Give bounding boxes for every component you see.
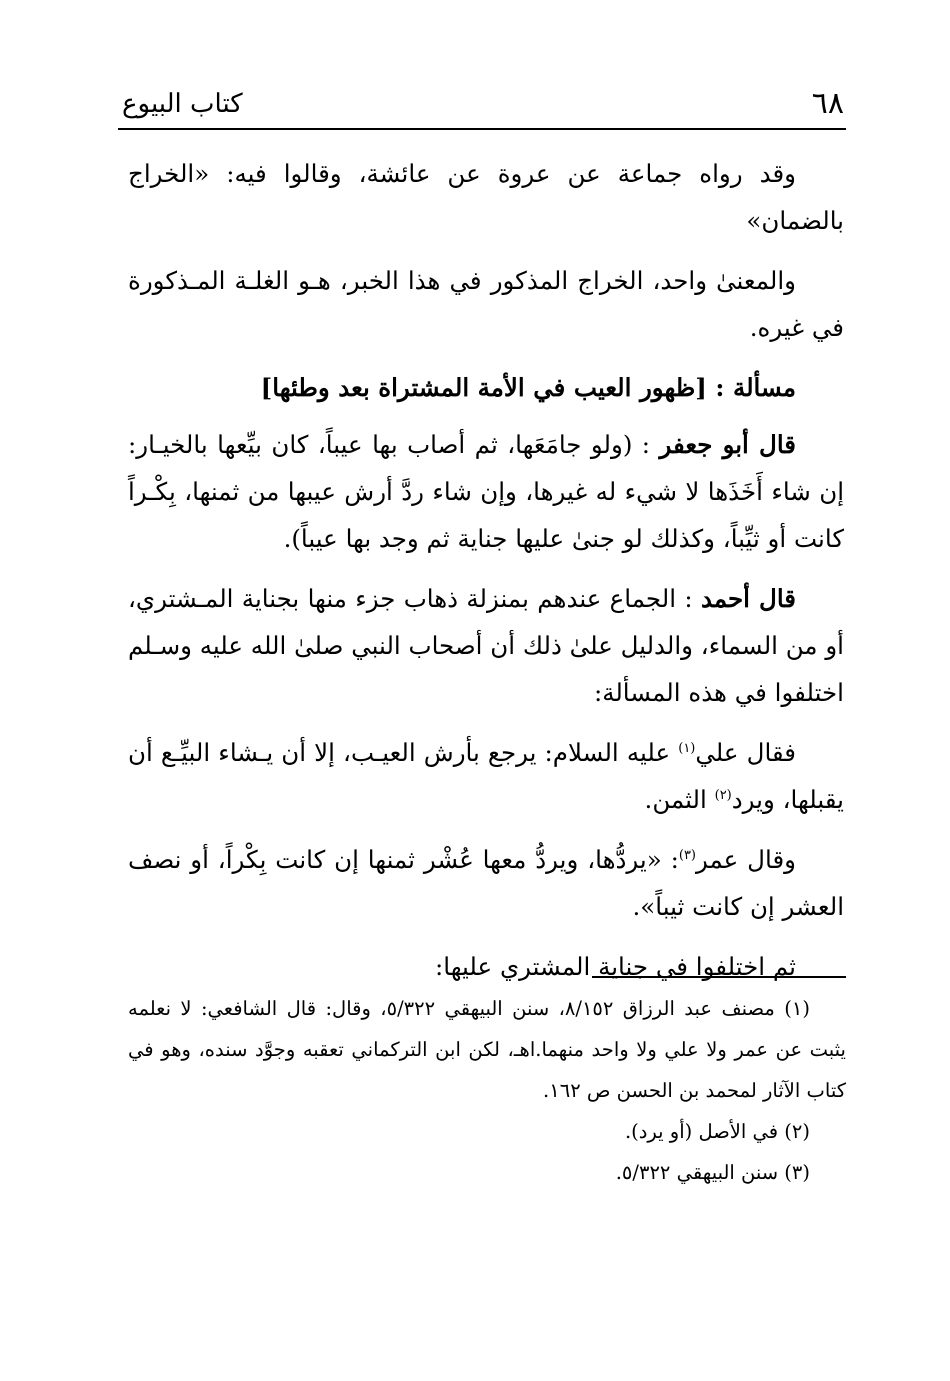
umar-text: : «يردُّها، ويردُّ معها عُشْر ثمنها إن كانت بِكْراً، أو نصف العشر إن كانت ثيباً». <box>128 845 844 921</box>
ali-text-end: الثمن. <box>644 785 707 814</box>
footnote-ref-2: (٢) <box>714 787 732 803</box>
speaker-ahmad: قال أحمد <box>700 584 797 613</box>
paragraph-7: ثم اختلفوا في جناية المشتري عليها: <box>435 952 796 981</box>
footnotes <box>128 988 846 1193</box>
running-title: كتاب البيوع <box>122 89 243 119</box>
issue-label: مسألة : <box>715 373 796 402</box>
footnote-ref-3: (٣) <box>678 847 696 863</box>
issue-title: [ظهور العيب في الأمة المشتراة بعد وطئها] <box>260 373 707 402</box>
footnote-1: (١) مصنف عبد الرزاق ٨/١٥٢، سنن البيهقي ٥/٣٢٢، وقال: قال الشافعي: لا نعلمه يثبت عن عمر ولا علي ولا واحد منهما.اهـ، لكن ابن التركماني تعقبه وجوَّد سنده، وهو في كتاب الآثار لمحمد بن الحسن ص ١٦٢. <box>128 997 846 1102</box>
umar-text-start: وقال عمر <box>696 845 796 874</box>
paragraph-ali <box>128 729 844 823</box>
paragraph-1: وقد رواه جماعة عن عروة عن عائشة، وقالوا فيه: «الخراج بالضمان» <box>128 159 844 235</box>
main-text <box>128 150 844 1003</box>
page-header <box>118 84 846 130</box>
paragraph-2: والمعنىٰ واحد، الخراج المذكور في هذا الخبر، هـو الغلـة المـذكورة في غيره. <box>128 266 844 342</box>
footnote-separator <box>592 976 846 978</box>
paragraph-abu-jafar <box>128 421 844 562</box>
paragraph-ahmad <box>128 575 844 716</box>
ali-text-start: فقال علي <box>695 738 797 767</box>
abu-jafar-text: : (ولو جامَعَها، ثم أصاب بها عيباً، كان بيِّعها بالخيـار: إن شاء أَخَذَها لا شيء له غيرها، وإن شاء ردَّ أرش عيبها من ثمنها، بِكْـراً كانت أو ثيِّباً، وكذلك لو جنىٰ عليها جناية ثم وجد بها عيباً). <box>128 430 844 553</box>
footnote-2: (٢) في الأصل (أو يرد). <box>624 1120 810 1143</box>
page-number: ٦٨ <box>811 86 844 121</box>
ahmad-text: : الجماع عندهم بمنزلة ذهاب جزء منها بجناية المـشتري، أو من السماء، والدليل علىٰ ذلك أن أصحاب النبي صلىٰ الله عليه وسـلم اختلفوا في هذه المسألة: <box>128 584 844 707</box>
footnote-ref-1: (١) <box>678 740 696 756</box>
issue-heading <box>128 364 844 411</box>
speaker-abu-jafar: قال أبو جعفر <box>659 430 796 459</box>
paragraph-umar <box>128 836 844 930</box>
footnote-3: (٣) سنن البيهقي ٥/٣٢٢. <box>615 1161 810 1184</box>
ali-text-middle: عليه السلام: يرجع بأرش العيـب، إلا أن يـشاء البيِّـع أن يقبلها، ويرد <box>128 738 844 814</box>
